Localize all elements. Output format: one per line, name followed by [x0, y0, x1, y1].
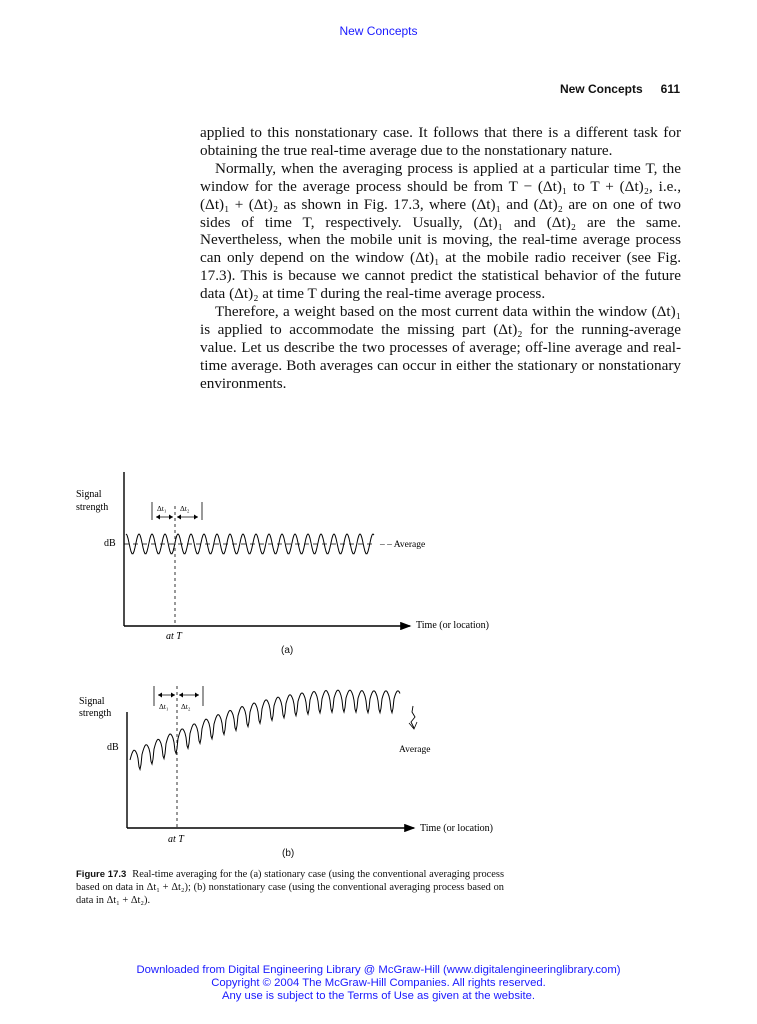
paragraph-2: Normally, when the averaging process is applied at a particular time T, the window for the average process should be from T − (Δt)₁ to T + (Δt)₂, i.e., (Δt)₁ + (Δt)₂ as shown in Fig. 17.3, where (Δt)₁ and (Δt)₂ are on one of two sides of time T, respectively. Usually, (Δt)₁ and (Δt)₂ are the same. Nevertheless, when the mobile unit is moving, the real-time average process can only depend on the window (Δt)₁ at the mobile radio receiver (see Fig. 17.3). This is because we cannot predict the statistical behavior of the future data (Δt)₂ at time T during the real-time average process. [200, 159, 681, 303]
panel-a-label: (a) [281, 645, 294, 656]
footer [0, 964, 757, 1003]
paragraph-3: Therefore, a weight based on the most current data within the window (Δt)₁ is applied to accommodate the missing part (Δt)₂ for the running-average value. Let us describe the two processes of average; off-line average and real-time average. Both averages can occur in either the stationary or nonstationary environments. [200, 303, 681, 392]
panel-b-dt1: Δt₁ [159, 702, 169, 711]
body-text [200, 124, 681, 393]
panel-b-ylabel-1: Signal [79, 696, 105, 707]
paragraph-1: applied to this nonstationary case. It follows that there is a different task for obtaining the true real-time average due to the nonstationary nature. [200, 124, 681, 159]
caption-text: Real-time averaging for the (a) stationary case (using the conventional averaging process based on data in Δt₁ + Δt₂); (b) nonstationary case (using the conventional averaging process based on data in Δt₁ + Δt₂). [76, 869, 504, 906]
panel-a-dt1: Δt₁ [157, 504, 167, 513]
running-title: New Concepts [559, 82, 643, 96]
figure-caption [76, 868, 504, 907]
footer-terms-link[interactable]: Any use is subject to the Terms of Use as given at the website. [221, 990, 536, 1002]
panel-b-signal-wave [130, 690, 400, 769]
panel-b-time-marker: at T [168, 834, 184, 845]
figure-panel-a [70, 466, 530, 661]
panel-b-yunit: dB [107, 742, 119, 753]
panel-b-dt2: Δt₂ [181, 702, 191, 711]
figure-panel-b [70, 668, 530, 863]
panel-a-ylabel-1: Signal [76, 489, 102, 500]
panel-b-average-label: Average [399, 745, 431, 755]
footer-download-link[interactable]: Downloaded from Digital Engineering Library @ McGraw-Hill (www.digitalengineeringlibrary.com) [136, 964, 621, 976]
page-number: 611 [660, 82, 680, 96]
footer-copyright: Copyright © 2004 The McGraw-Hill Companies. All rights reserved. [211, 977, 546, 989]
panel-a-xlabel: Time (or location) [416, 620, 489, 631]
panel-a-plot [70, 466, 530, 661]
panel-b-label: (b) [282, 848, 295, 859]
caption-number: Figure 17.3 [76, 869, 127, 880]
top-link[interactable]: New Concepts [339, 24, 418, 38]
panel-a-yunit: dB [104, 538, 116, 549]
panel-b-xlabel: Time (or location) [420, 823, 493, 834]
panel-a-ylabel-2: strength [76, 502, 109, 513]
panel-a-time-marker: at T [166, 631, 182, 642]
panel-a-average-label: – – Average [380, 540, 426, 550]
panel-b-ylabel-2: strength [79, 708, 112, 719]
panel-a-dt2: Δt₂ [180, 504, 190, 513]
panel-b-plot [70, 668, 530, 863]
running-head [540, 82, 680, 96]
panel-b-average-pointer [411, 706, 415, 728]
